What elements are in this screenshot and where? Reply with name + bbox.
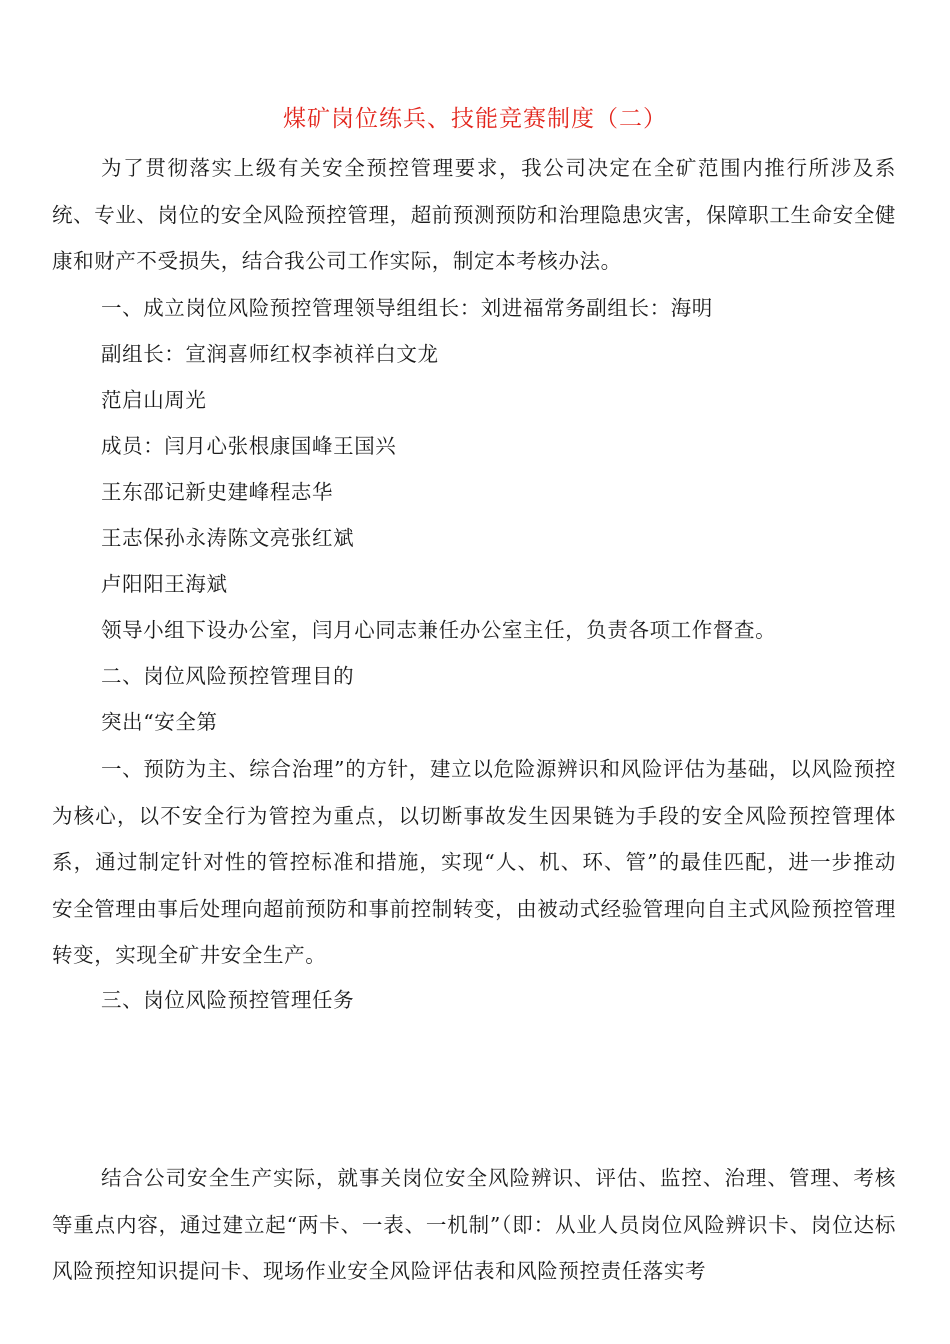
section-3-body-paragraph: 结合公司安全生产实际，就事关岗位安全风险辨识、评估、监控、治理、管理、考核等重点内容，通过建立起“两卡、一表、一机制”（即：从业人员岗位风险辨识卡、岗位达标风险预控知识提问卡、现场作业安全风险评估表和风险预控责任落实考: [52, 1166, 896, 1283]
office-note-line: 领导小组下设办公室，闫月心同志兼任办公室主任，负责各项工作督查。: [101, 618, 777, 642]
members-line: 成员：闫月心张根康国峰王国兴: [101, 434, 397, 458]
section-3-heading: 三、岗位风险预控管理任务: [101, 988, 355, 1012]
section-2-lead-line: 突出“安全第: [101, 710, 218, 734]
section-2-heading: 二、岗位风险预控管理目的: [101, 664, 355, 688]
deputy-leaders-line: 副组长：宣润喜师红权李祯祥白文龙: [101, 342, 439, 366]
section-1-heading: 一、成立岗位风险预控管理领导组组长：刘进福常务副组长：海明: [101, 296, 713, 320]
intro-paragraph: 为了贯彻落实上级有关安全预控管理要求，我公司决定在全矿范围内推行所涉及系统、专业、岗位的安全风险预控管理，超前预测预防和治理隐患灾害，保障职工生命安全健康和财产不受损失，结合我公司工作实际，制定本考核办法。: [52, 156, 896, 273]
members-line-3: 王志保孙永涛陈文亮张红斌: [101, 526, 355, 550]
members-line-4: 卢阳阳王海斌: [101, 572, 228, 596]
members-line-2: 王东邵记新史建峰程志华: [101, 480, 334, 504]
document-title: 煤矿岗位练兵、技能竞赛制度（二）: [283, 106, 667, 132]
deputy-leaders-continued-line: 范启山周光: [101, 388, 207, 412]
section-2-body-paragraph: 一、预防为主、综合治理”的方针，建立以危险源辨识和风险评估为基础，以风险预控为核心，以不安全行为管控为重点，以切断事故发生因果链为手段的安全风险预控管理体系，通过制定针对性的管控标准和措施，实现“人、机、环、管”的最佳匹配，进一步推动安全管理由事后处理向超前预防和事前控制转变，由被动式经验管理向自主式风险预控管理转变，实现全矿井安全生产。: [52, 757, 896, 967]
